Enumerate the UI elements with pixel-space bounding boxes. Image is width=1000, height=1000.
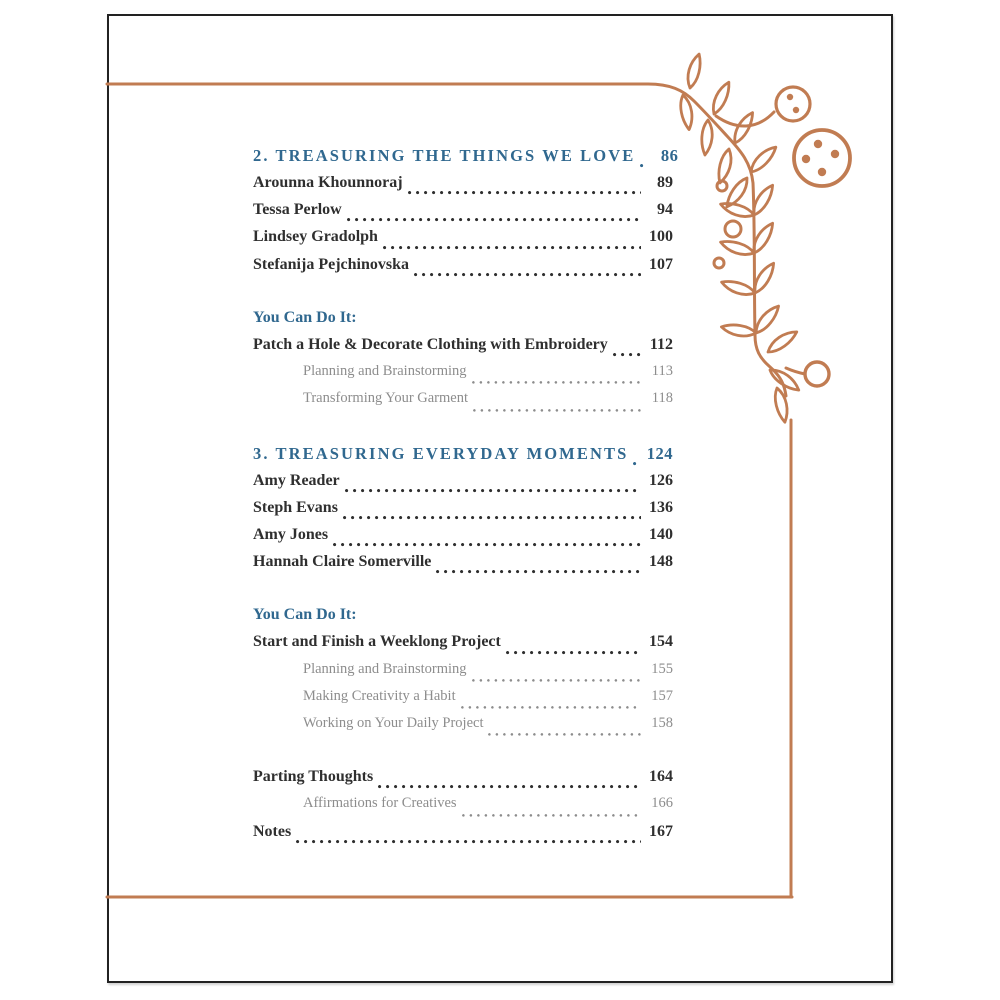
toc-entry (253, 336, 673, 363)
toc-gap (253, 418, 673, 444)
toc-gap (253, 283, 673, 309)
toc-entry (253, 174, 673, 201)
dot-leader (473, 409, 641, 413)
toc-label: Lindsey Gradolph (253, 228, 378, 246)
page-number: 166 (651, 795, 673, 812)
page-number: 86 (660, 146, 679, 165)
toc-subheading (253, 309, 673, 336)
dot-leader (633, 462, 640, 466)
toc-subentry (253, 661, 673, 688)
page-number: 136 (649, 498, 673, 516)
toc-label: Notes (253, 822, 292, 840)
dot-leader (378, 785, 641, 789)
toc-entry (253, 228, 673, 255)
dot-leader (472, 381, 641, 385)
toc-label: Planning and Brainstorming (303, 660, 467, 677)
page-number: 100 (649, 228, 673, 246)
page-number: 167 (649, 822, 673, 840)
dot-leader (296, 840, 641, 844)
toc-label: Tessa Perlow (253, 201, 342, 219)
dot-leader (343, 516, 641, 520)
toc-subentry (253, 363, 673, 390)
page-number: 126 (649, 471, 673, 489)
toc-label: Planning and Brainstorming (303, 363, 467, 380)
toc-label: Affirmations for Creatives (303, 795, 457, 812)
toc-section-heading (253, 146, 679, 174)
toc-subentry (253, 390, 673, 417)
page-number: 118 (651, 390, 673, 407)
dot-leader (462, 814, 641, 818)
toc-subentry (253, 715, 673, 742)
toc-label: Amy Jones (253, 525, 329, 543)
toc-entry (253, 553, 673, 580)
toc-label: Start and Finish a Weeklong Project (253, 633, 501, 651)
toc-label: Hannah Claire Somerville (253, 553, 432, 571)
toc-subheading (253, 606, 673, 633)
toc-label: Patch a Hole & Decorate Clothing with Embroidery (253, 335, 608, 353)
page-number: 158 (651, 715, 673, 731)
dot-leader (461, 706, 641, 710)
page-number: 157 (651, 687, 673, 704)
dot-leader (383, 246, 641, 250)
page-number: 140 (649, 525, 673, 543)
toc-list (253, 146, 679, 850)
toc-gap (253, 742, 673, 768)
dot-leader (488, 733, 641, 737)
toc-label: You Can Do It: (253, 606, 357, 624)
toc-label: Steph Evans (253, 498, 338, 516)
page-number: 112 (649, 335, 673, 353)
dot-leader (613, 353, 641, 357)
toc-label: Arounna Khounnoraj (253, 174, 403, 191)
dot-leader (506, 651, 641, 655)
toc-entry (253, 526, 673, 553)
toc-subentry (253, 688, 673, 715)
toc-label: Transforming Your Garment (303, 390, 469, 407)
toc-label: 3. TREASURING EVERYDAY MOMENTS (253, 443, 629, 463)
page-number: 94 (657, 201, 673, 219)
page-number: 107 (649, 255, 673, 273)
dot-leader (347, 218, 641, 222)
page-number: 164 (649, 768, 673, 786)
page-number: 124 (646, 443, 673, 463)
toc-entry (253, 472, 673, 499)
dot-leader (408, 191, 641, 195)
page-number: 155 (651, 660, 673, 677)
page-number: 154 (649, 633, 673, 651)
dot-leader (333, 543, 641, 547)
toc-label: Parting Thoughts (253, 768, 374, 786)
toc-entry (253, 823, 673, 850)
toc-entry (253, 201, 673, 228)
toc-label: Working on Your Daily Project (303, 715, 484, 731)
toc-entry (253, 499, 673, 526)
page-number: 113 (651, 363, 673, 380)
toc-entry (253, 256, 673, 283)
toc-subentry (253, 795, 673, 822)
dot-leader (345, 489, 641, 493)
dot-leader (414, 273, 641, 277)
toc-section-heading (253, 444, 673, 472)
page-number: 148 (649, 553, 673, 571)
page-number: 89 (657, 174, 673, 191)
dot-leader (640, 164, 646, 168)
dot-leader (472, 679, 641, 683)
toc-entry (253, 768, 673, 795)
toc-label: Amy Reader (253, 471, 340, 489)
toc-label: Stefanija Pejchinovska (253, 255, 409, 273)
dot-leader (436, 570, 641, 574)
toc-label: Making Creativity a Habit (303, 687, 456, 704)
toc-entry (253, 633, 673, 660)
toc-label: You Can Do It: (253, 308, 357, 326)
toc-gap (253, 580, 673, 606)
toc-label: 2. TREASURING THE THINGS WE LOVE (253, 146, 636, 165)
